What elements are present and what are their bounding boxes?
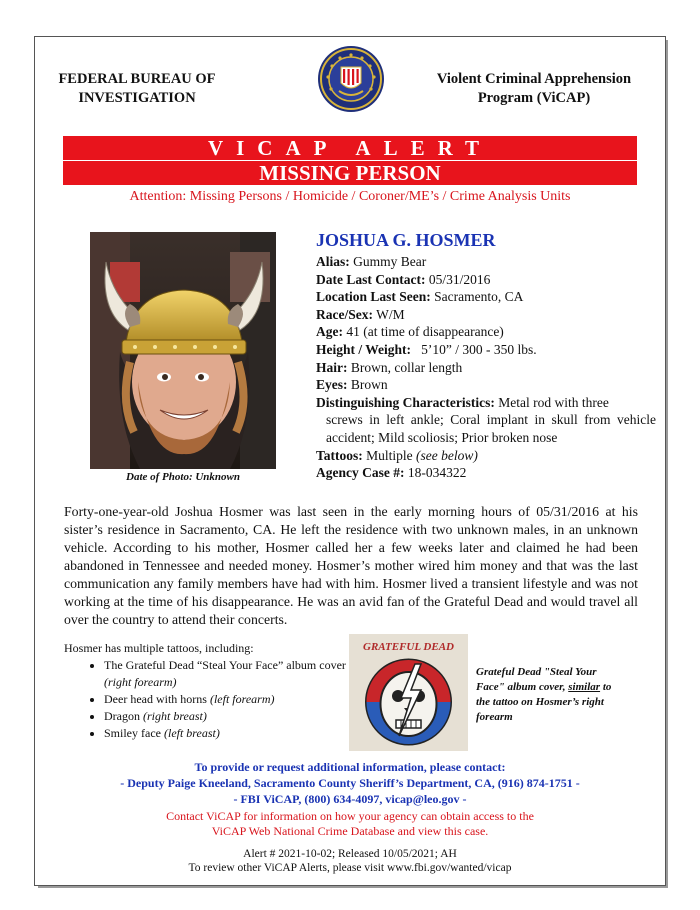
- photo-caption: Date of Photo: Unknown: [126, 471, 240, 483]
- vicap-note-line1: Contact ViCAP for information on how your agency can obtain access to the: [166, 809, 534, 823]
- list-item: [104, 657, 354, 691]
- tattoo-item-note: (left forearm): [209, 692, 275, 706]
- alias-label: Alias:: [316, 254, 350, 269]
- contact-info: [35, 759, 665, 807]
- vicap-note-line2: ViCAP Web National Crime Database and view this case.: [211, 824, 489, 838]
- fbi-heading: [47, 70, 227, 108]
- alert-banner: [63, 136, 637, 185]
- tattoo-item-text: Smiley face: [104, 726, 164, 740]
- case-row: [316, 464, 656, 482]
- list-item: [104, 691, 354, 708]
- footer-line2: To review other ViCAP Alerts, please visit www.fbi.gov/wanted/vicap: [188, 862, 512, 874]
- location-label: Location Last Seen:: [316, 289, 431, 305]
- race-sex-row: [316, 306, 656, 324]
- list-item: [104, 708, 354, 725]
- race-sex-label: Race/Sex:: [316, 306, 373, 322]
- distinguishing-label: Distinguishing Characteristics:: [316, 394, 495, 410]
- last-contact-value: 05/31/2016: [425, 271, 491, 287]
- album-caption-similar: similar: [568, 681, 601, 693]
- last-contact-row: [316, 271, 656, 289]
- vicap-heading-line1: Violent Criminal Apprehension: [436, 71, 632, 87]
- banner-subtitle: MISSING PERSON: [63, 160, 637, 185]
- tattoo-list-intro: Hosmer has multiple tattoos, including:: [64, 641, 254, 655]
- distinguishing-value-rest: screws in left ankle; Coral implant in skull from vehicle accident; Mild scoliosis; Prior broken nose: [326, 412, 656, 445]
- subject-photo: [90, 232, 276, 469]
- eyes-label: Eyes:: [316, 377, 348, 393]
- tattoo-item-note: (right breast): [143, 709, 207, 723]
- album-caption-post: to the tattoo on Hosmer’s right forearm: [476, 681, 612, 723]
- footer: [35, 847, 665, 875]
- contact-line2: - Deputy Paige Kneeland, Sacramento County Sheriff’s Department, CA, (916) 874-1751 -: [120, 776, 580, 790]
- steal-your-face-album-icon: [349, 634, 468, 751]
- alias-row: [316, 253, 656, 271]
- subject-info: [316, 229, 656, 482]
- distinguishing-value-first: Metal rod with three: [494, 394, 609, 410]
- album-logo-text: GRATEFUL DEAD: [363, 641, 454, 653]
- height-weight-label: Height / Weight:: [316, 341, 412, 357]
- eyes-value: Brown: [347, 377, 388, 393]
- footer-line1: Alert # 2021-10-02; Released 10/05/2021; AH: [243, 848, 457, 860]
- case-value: 18-034322: [404, 465, 467, 481]
- attention-line: Attention: Missing Persons / Homicide / Coroner/ME’s / Crime Analysis Units: [129, 189, 571, 204]
- tattoos-label: Tattoos:: [316, 447, 363, 463]
- alias-value: Gummy Bear: [349, 254, 427, 269]
- narrative-paragraph: Forty-one-year-old Joshua Hosmer was last seen in the early morning hours of 05/31/2016 at his sister’s residence in Sacramento, CA. He left the residence with two unknown males, in an unknown vehicle. According to his mother, Hosmer called her a few weeks later and claimed he had been abandoned in Tennessee and needed money. Hosmer’s mother wired him money and that was the last communication any family members have had with him. Hosmer lived a transient lifestyle and was not working at the time of his disappearance. He was an avid fan of the Grateful Dead and would travel all over the country to attend their concerts.: [64, 504, 638, 627]
- tattoo-list: [64, 640, 354, 742]
- location-value: Sacramento, CA: [430, 289, 524, 305]
- tattoo-item-text: The Grateful Dead “Steal Your Face” album cover: [104, 658, 346, 672]
- contact-line1: To provide or request additional information, please contact:: [194, 760, 506, 774]
- fbi-heading-line1: FEDERAL BUREAU OF: [58, 71, 216, 87]
- tattoo-item-note: (right forearm): [104, 675, 177, 689]
- subject-name: JOSHUA G. HOSMER: [316, 230, 496, 250]
- tattoo-item-text: Deer head with horns: [104, 692, 210, 706]
- last-contact-label: Date Last Contact:: [316, 271, 426, 287]
- vicap-heading: [419, 70, 649, 108]
- age-label: Age:: [316, 324, 343, 340]
- album-caption-pre: Grateful Dead "Steal Your Face" album cover,: [476, 666, 597, 693]
- vicap-access-note: [35, 809, 665, 839]
- tattoo-item-note: (left breast): [163, 726, 220, 740]
- location-row: [316, 288, 656, 306]
- tattoos-row: [316, 447, 656, 465]
- hair-label: Hair:: [316, 359, 348, 375]
- height-weight-row: [316, 341, 656, 359]
- case-label: Agency Case #:: [316, 465, 405, 481]
- tattoos-note: (see below): [416, 447, 478, 463]
- hair-value: Brown, collar length: [347, 359, 463, 375]
- distinguishing-row: [316, 394, 656, 412]
- hair-row: [316, 359, 656, 377]
- banner-alert-title: VICAP ALERT: [207, 136, 493, 160]
- tattoos-value: Multiple: [362, 447, 417, 463]
- fbi-heading-line2: INVESTIGATION: [78, 90, 196, 106]
- vicap-heading-line2: Program (ViCAP): [477, 90, 591, 106]
- list-item: [104, 725, 354, 742]
- alert-page: [34, 36, 666, 886]
- fbi-seal-icon: [317, 45, 385, 113]
- age-value: 41 (at time of disappearance): [343, 324, 504, 340]
- contact-line3: - FBI ViCAP, (800) 634-4097, vicap@leo.gov -: [233, 792, 467, 806]
- height-weight-value: 5’10” / 300 - 350 lbs.: [411, 341, 537, 357]
- race-sex-value: W/M: [372, 306, 405, 322]
- album-caption: [476, 665, 626, 725]
- eyes-row: [316, 376, 656, 394]
- tattoo-item-text: Dragon: [104, 709, 143, 723]
- age-row: [316, 323, 656, 341]
